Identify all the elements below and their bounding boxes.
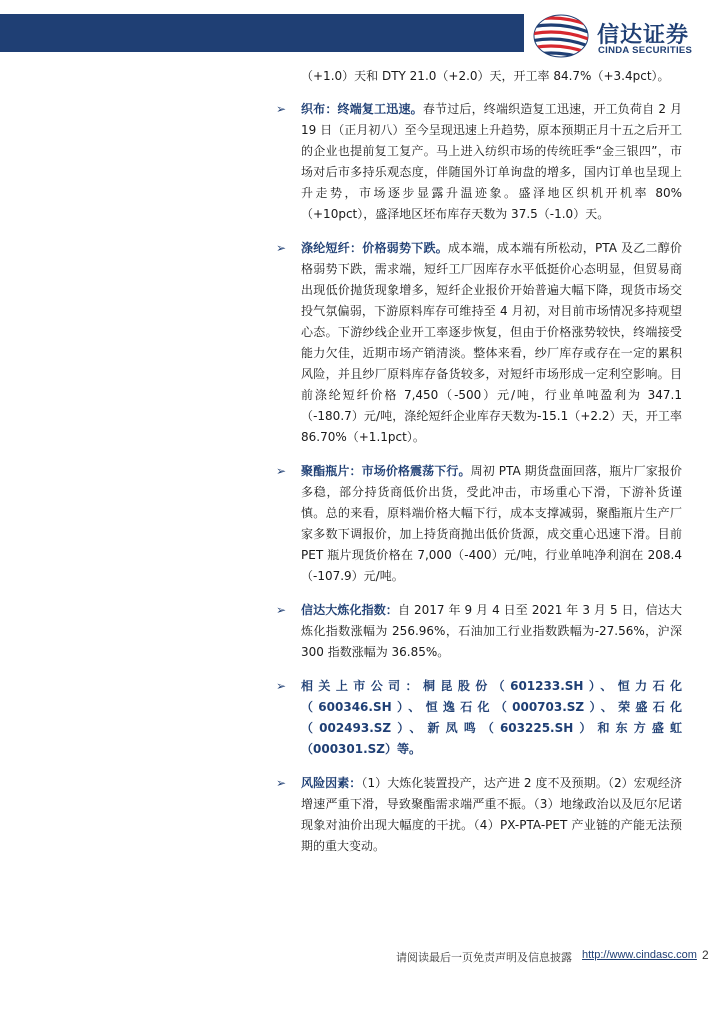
footer-disclaimer: 请阅读最后一页免责声明及信息披露 [396,951,572,964]
arrow-bullet-icon: ➢ [276,603,287,617]
bullet-risk-factors [276,773,682,857]
bullet-pet-chips [276,461,682,587]
continued-paragraph: （+1.0）天和 DTY 21.0（+2.0）天，开工率 84.7%（+3.4pct）。 [301,69,670,83]
globe-logo-icon [531,12,591,60]
bullet-text: 成本端，成本端有所松动，PTA 及乙二醇价格弱势下跌，需求端，短纤工厂因库存水平低挺价心态明显，但贸易商出现低价抛货现象增多，短纤企业报价开始普遍大幅下降，现货市场交投气氛偏弱，下游原料库存可维持至 4 月初，对目前市场情况多持观望心态。下游纱线企业开工率逐步恢复，但由于价格涨势较快，终端接受能力欠佳，近期市场产销清淡。整体来看，纱厂库存或存在一定的累积风险，并且纱厂原料库存备货较多，对短纤市场形成一定利空影响。目前涤纶短纤价格 7,450（-500）元/吨，行业单吨盈利为 347.1（-180.7）元/吨，涤纶短纤企业库存天数为-15.1（+2.2）天，开工率 86.70%（+1.1pct）。 [301,241,682,444]
page-number: 2 [702,948,709,962]
bullet-title: 相关上市公司：桐昆股份（601233.SH）、恒力石化（600346.SH）、恒逸石化（000703.SZ）、荣盛石化（002493.SZ）、新凤鸣（603225.SH）和东方盛虹（000301.SZ）等。 [301,679,682,756]
arrow-bullet-icon: ➢ [276,102,287,116]
report-body [276,66,682,870]
arrow-bullet-icon: ➢ [276,776,287,790]
bullet-text: （1）大炼化装置投产，达产进 2 度不及预期。（2）宏观经济增速严重下滑，导致聚酯需求端严重不振。（3）地缘政治以及厄尔尼诺现象对油价出现大幅度的干扰。（4）PX-PTA-PET 产业链的产能无法预期的重大变动。 [301,776,682,853]
bullet-weaving [276,99,682,225]
logo-text-en: CINDA SECURITIES [598,45,693,56]
header-band [0,14,524,52]
bullet-title: 织布：终端复工迅速。 [301,102,423,116]
footer-website-link[interactable]: http://www.cindasc.com [582,949,697,961]
bullet-title: 聚酯瓶片：市场价格震荡下行。 [301,464,471,478]
arrow-bullet-icon: ➢ [276,679,287,693]
bullet-text: 周初 PTA 期货盘面回落，瓶片厂家报价多稳，部分持货商低价出货，受此冲击，市场重心下滑，下游补货谨慎。总的来看，原料端价格大幅下行，成本支撑减弱，聚酯瓶片生产厂家多数下调报价，加上持货商抛出低价货源，成交重心迅速下滑。目前 PET 瓶片现货价格在 7,000（-400）元/吨，行业单吨净利润在 208.4（-107.9）元/吨。 [301,464,682,583]
bullet-title: 信达大炼化指数： [301,603,398,617]
arrow-bullet-icon: ➢ [276,464,287,478]
bullet-polyester-staple [276,238,682,448]
bullet-text: 自 2017 年 9 月 4 日至 2021 年 3 月 5 日，信达大炼化指数涨幅为 256.96%，石油加工行业指数跌幅为-27.56%，沪深 300 指数涨幅为 36.85%。 [301,603,682,659]
bullet-title: 涤纶短纤：价格弱势下跌。 [301,241,449,255]
logo-text-cn: 信达证券 [597,23,690,48]
bullet-title: 风险因素： [301,776,362,790]
bullet-listed-companies [276,676,682,760]
arrow-bullet-icon: ➢ [276,241,287,255]
bullet-text: 春节过后，终端织造复工迅速，开工负荷自 2 月 19 日（正月初八）至今呈现迅速上升趋势，原本预期正月十五之后开工的企业也提前复工复产。马上进入纺织市场的传统旺季“金三银四”，市场对后市多持乐观态度，伴随国外订单询盘的增多，国内订单也呈现上升走势，市场逐步显露升温迹象。盛泽地区织机开机率 80%（+10pct），盛泽地区坯布库存天数为 37.5（-1.0）天。 [301,102,682,221]
company-logo [531,12,721,62]
bullet-refining-index [276,600,682,663]
